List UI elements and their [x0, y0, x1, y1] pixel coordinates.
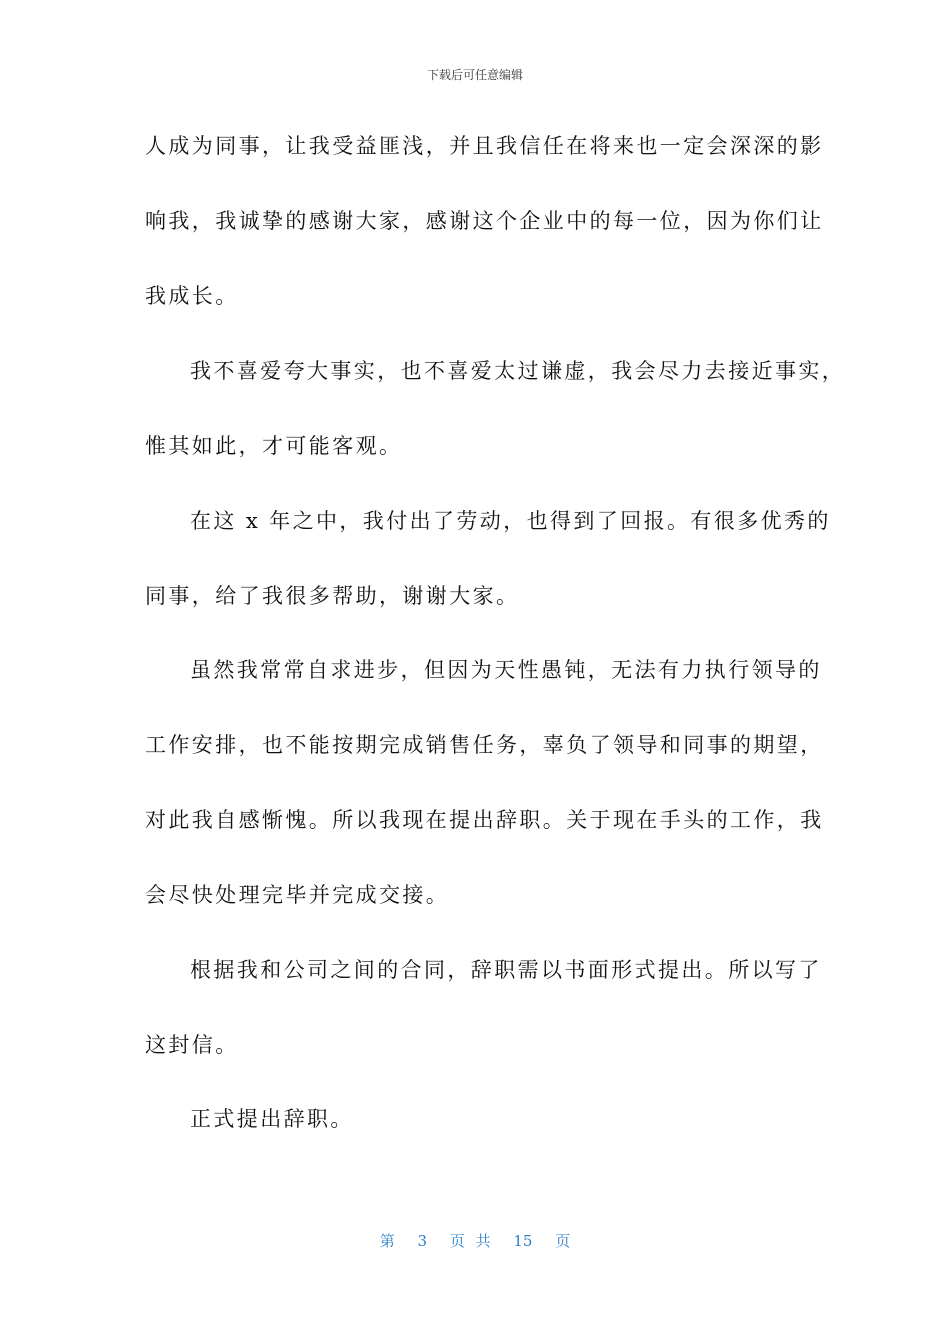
body-line: 这封信。: [145, 1033, 239, 1057]
body-line: 同事，给了我很多帮助，谢谢大家。: [145, 584, 520, 608]
body-line: 在这 x 年之中，我付出了劳动，也得到了回报。有很多优秀的: [190, 509, 831, 533]
body-line: 对此我自感惭愧。所以我现在提出辞职。关于现在手头的工作，我: [145, 808, 824, 832]
body-line: 虽然我常常自求进步，但因为天性愚钝，无法有力执行领导的: [190, 658, 822, 682]
total-pages-number: 15: [513, 1232, 533, 1250]
body-line: 工作安排，也不能按期完成销售任务，辜负了领导和同事的期望，: [145, 733, 824, 757]
body-line: 我成长。: [145, 284, 239, 308]
footer-of-label: 页 共: [449, 1232, 491, 1250]
body-line: 惟其如此，才可能客观。: [145, 434, 403, 458]
body-line: 正式提出辞职。: [190, 1107, 354, 1131]
body-line: 会尽快处理完毕并完成交接。: [145, 883, 450, 907]
page-header: 下载后可任意编辑: [426, 68, 523, 82]
body-line: 我不喜爱夸大事实，也不喜爱太过谦虚，我会尽力去接近事实，: [190, 359, 846, 383]
body-line: 根据我和公司之间的合同，辞职需以书面形式提出。所以写了: [190, 958, 822, 982]
current-page-number: 3: [417, 1232, 428, 1250]
footer-end-label: 页: [555, 1232, 571, 1250]
body-line: 响我，我诚挚的感谢大家，感谢这个企业中的每一位，因为你们让: [145, 209, 824, 233]
body-line: 人成为同事，让我受益匪浅，并且我信任在将来也一定会深深的影: [145, 134, 824, 158]
footer-page-label: 第: [379, 1232, 395, 1250]
page-footer: [0, 1230, 950, 1251]
